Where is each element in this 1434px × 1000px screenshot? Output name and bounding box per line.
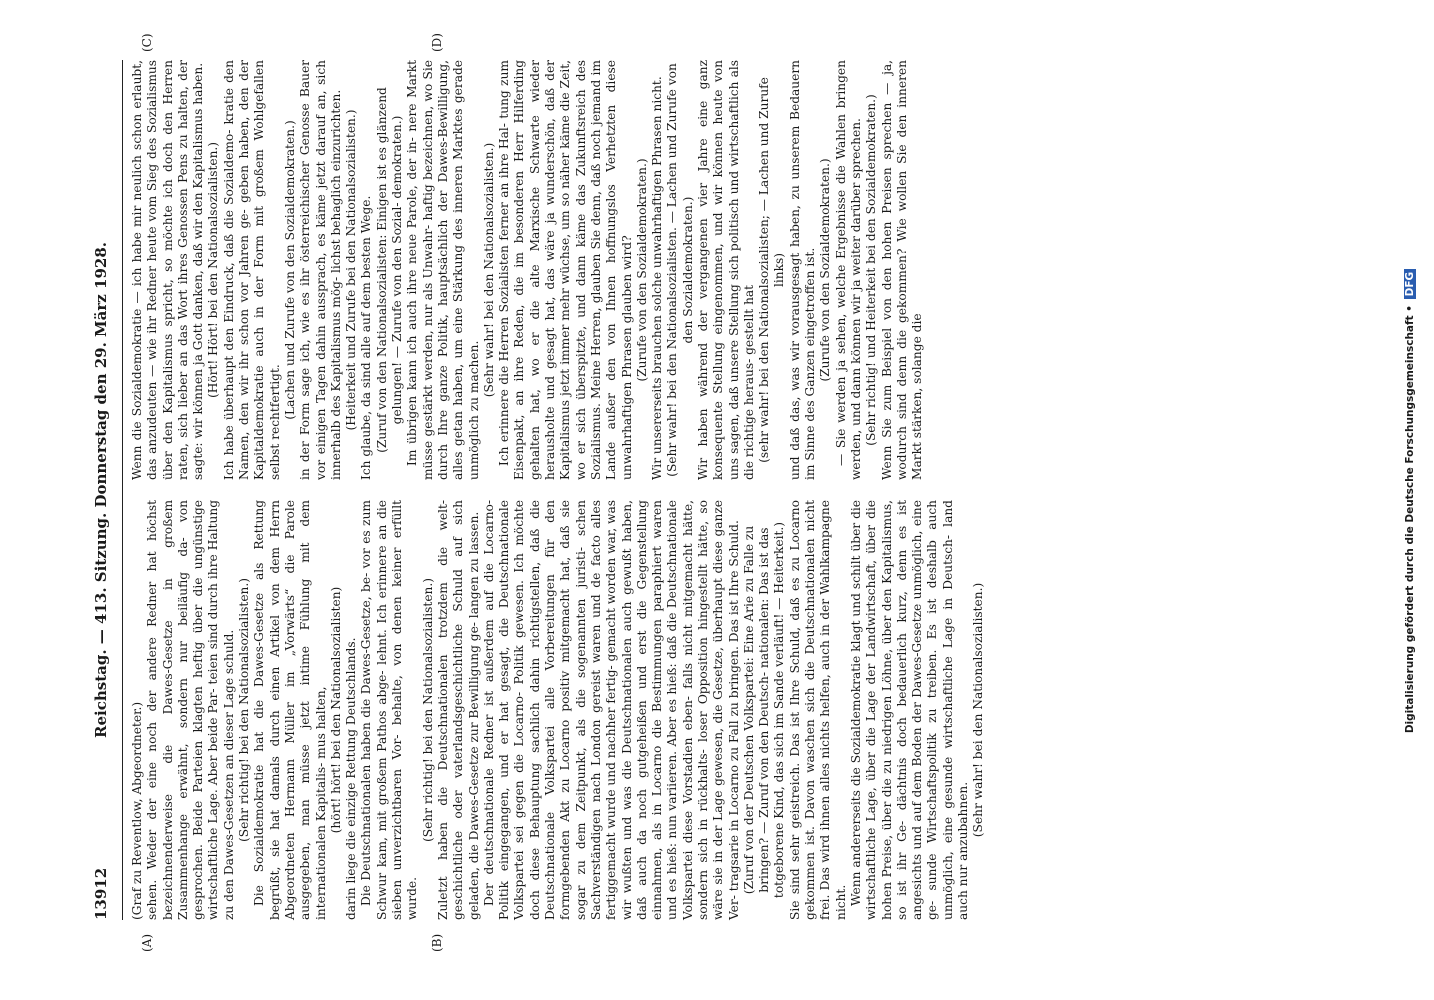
paragraph: (Sehr richtig! und Heiterkeit bei den Sozialdemokraten.) [864, 94, 879, 446]
paragraph: (Graf zu Reventlow, Abgeordneter.) [130, 701, 144, 920]
footer-text: Digitalisierung gefördert durch die Deutsche Forschungsgemeinschaft • [1404, 305, 1416, 734]
dfg-logo: DFG [1404, 269, 1416, 300]
margin-letter-c: (C) [140, 33, 154, 52]
left-column [130, 500, 986, 920]
paragraph: (Sehr richtig! bei den Nationalsozialisten.) [420, 577, 435, 843]
paragraph: (sehr wahr! bei den Nationalsozialisten; — Lachen und Zurufe links) [757, 77, 787, 463]
paragraph: — Sie werden ja sehen, welche Ergebnisse die Wahlen bringen werden, und dann können wir ja weiter darüber sprechen. [833, 60, 863, 480]
paragraph: Ich erinnere die Herren Sozialisten ferner an ihre Hal- tung zum Eisenpakt, an ihre Reden, die im besonderen Herr Hilferding gehalten hat, wo er die alte Marxische Schwarte wieder herausholte und gesagt hat, das wäre ja wunderschön, daß der Kapitalismus jetzt immer mehr wüchse, um so näher käme die Zeit, wo er sich überspitzte, und dann käme das Zukunftsreich des Sozialismus. Meine Herren, glauben Sie denn, daß noch jemand im Lande außer den von Ihnen hoffnungslos Verhetzten diese unwahrhaftigen Phrasen glauben wird? [497, 60, 634, 480]
footer [1404, 6, 1424, 996]
paragraph: (Zurufe von den Sozialdemokraten.) [634, 158, 649, 382]
paragraph: (Zurufe von den Sozialdemokraten.) [818, 158, 833, 382]
paragraph: (Sehr wahr! bei den Nationalsozialisten.) [971, 582, 986, 838]
paragraph: Ich glaube, da sind alle auf dem besten Wege. [359, 195, 374, 480]
page-number: 13912 [92, 867, 110, 920]
paragraph: Im übrigen kann ich auch ihre neue Parole, der in- nere Markt müsse gestärkt werden, nur als Unwahr- haftig bezeichnen, wo Sie durch Ihre ganze Politik, hauptsächlich der Dawes-Bewilligung, alles getan haben, um eine Stärkung des inneren Marktes gerade unmöglich zu machen. [405, 60, 481, 480]
paragraph: (Sehr wahr! bei den Nationalsozialisten. — Lachen und Zurufe von den Sozialdemokraten.) [665, 63, 695, 477]
paragraph: (hört! hört! bei den Nationalsozialisten) [328, 586, 343, 834]
page-header [90, 60, 118, 920]
paragraph: darin liege die einzige Rettung Deutschlands. [344, 637, 359, 920]
paragraph: Die Sozialdemokratie hat die Dawes-Gesetze als Rettung begrüßt, sie hat damals durch einen Artikel von dem Herrn Abgeordneten Hermann Müller im „Vorwärts“ die Parole ausgegeben, man müsse jetzt intime Fühlung mit dem internationalen Kapitalis- mus halten, [252, 500, 328, 920]
paragraph: Die Deutschnationalen haben die Dawes-Gesetze, be- vor es zum Schwur kam, mit großem Pathos abge- lehnt. Ich erinnere an die sieben unverzichtbaren Vor- behalte, von denen keiner erfüllt wurde. [359, 500, 420, 920]
paragraph: (Zuruf von der Deutschen Volkspartei: Eine Arie zu Falle zu bringen? — Zuruf von den Deutsch- nationalen: Das ist das totgeborene Kind, das sich im Sande verläuft! — Heiterkeit.) [741, 521, 787, 899]
header-rule [122, 60, 123, 920]
margin-letter-b: (B) [430, 933, 444, 952]
paragraph: in der Form sage ich, wie es ihr österreichischer Genosse Bauer vor einigen Tagen dahin aussprach, es käme jetzt darauf an, sich innerhalb des Kapitalismus mög- lichst behaglich einzurichten. [298, 60, 343, 480]
paragraph: (Hört! Hört! bei den Nationalsozialisten.) [206, 141, 221, 399]
margin-letter-d: (D) [430, 33, 444, 52]
paragraph: Wenn andererseits die Sozialdemokratie klagt und schilt über die wirtschaftliche Lage, über die Lage der Landwirtschaft, über die hohen Preise, über die zu niedrigen Löhne, über den Kapitalismus, so ist ihr Ge- dächtnis doch bedauerlich kurz, denn es ist angesichts und auf dem Boden der Dawes-Gesetze unmöglich, eine ge- sunde Wirtschaftspolitik zu treiben. Es ist deshalb auch unmöglich, eine gesunde wirtschaftliche Lage in Deutsch- land auch nur anzubahnen. [848, 500, 971, 920]
paragraph: Ich habe überhaupt den Eindruck, daß die Sozialdemo- kratie den Namen, den wir ihr schon vor Jahren ge- geben haben, den der Kapitaldemokratie auch in der Form mit großem Wohlgefallen selbst rechtfertigt. [221, 60, 282, 480]
right-column [130, 60, 925, 480]
paragraph: sehen. Weder der eine noch der andere Redner hat höchst bezeichnenderweise die Dawes-Gesetze in großem Zusammenhange erwähnt, sondern nur beiläufig da- von gesprochen. Beide Parteien klagten heftig über die ungünstige wirtschaftliche Lage. Aber beide Par- teien sind durch ihre Haltung zu den Dawes-Gesetzen an dieser Lage schuld. [145, 500, 236, 920]
header-title: Reichstag. — 413. Sitzung. Donnerstag den 29. März 1928. [92, 242, 110, 738]
paragraph: Wenn Sie zum Beispiel von den hohen Preisen sprechen — ja, wodurch sind denn die gekommen? Wie wollen Sie den inneren Markt stärken, solange die [879, 60, 925, 480]
paragraph: (Zuruf von den Nationalsozialisten: Einigen ist es glänzend gelungen! — Zurufe von den Sozial- demokraten.) [374, 87, 405, 453]
paragraph: (Heiterkeit und Zurufe bei den Nationalsozialisten.) [344, 109, 359, 431]
paragraph: Wenn die Sozialdemokratie — ich habe mir neulich schon erlaubt, das anzudeuten — wie ihr Redner heute vom Sieg des Sozialismus über den Kapitalismus spricht, so möchte ich doch den Herren raten, sich lieber an das Wort ihres Genossen Pens zu halten, der sagte: wir können ja Gott danken, daß wir den Kapitalismus haben. [130, 60, 206, 480]
paragraph: (Sehr wahr! bei den Nationalsozialisten.) [481, 142, 496, 398]
paragraph: Wir haben während der vergangenen vier Jahre eine ganz konsequente Stellung eingenommen, und wir können heute von uns sagen, daß unsere Stellung sich politisch und wirtschaftlich als die richtige heraus- gestellt hat [695, 60, 756, 480]
paragraph: Der deutschnationale Redner ist außerdem auf die Locarno-Politik eingegangen, und er hat gesagt, die Deutschnationale Volkspartei sei gegen die Locarno- Politik gewesen. Ich möchte doch diese Behauptung sachlich dahin richtigstellen, daß die Deutschnationale Volkspartei alle Vorbereitungen für den formgebenden Akt zu Locarno positiv mitgemacht hat, daß sie sogar zu dem Zeitpunkt, als die sogenannten juristi- schen Sachverständigen nach London gereist waren und de facto alles fertiggemacht wurde und nachher fertig- gemacht worden war, was wir wußten und was die Deutschnationalen auch gewußt haben, daß auch da noch gutgeheißen und erst die Gegenstellung einnahmen, als in Locarno die Bestimmungen paraphiert waren und es hieß: nun variieren. Aber es hieß: daß die Deutschnationale Volkspartei diese Vorstadien eben- falls nicht mitgemacht hätte, sondern sich in rückhalts- loser Opposition hingestellt hätte, so wäre sie in der Lage gewesen, die Gesetze, überhaupt diese ganze Ver- tragsarie in Locarno zu Fall zu bringen. Das ist Ihre Schuld. [481, 500, 741, 920]
paragraph: Sie sind sehr geistreich. Das ist Ihre Schuld, daß es zu Locarno gekommen ist. Davon waschen sich die Deutschnationalen nicht frei. Das wird ihnen alles nichts helfen, auch in der Wahlkampagne nicht. [787, 500, 848, 920]
margin-letter-a: (A) [140, 933, 154, 952]
paragraph: und daß das, was wir vorausgesagt haben, zu unserem Bedauern im Sinne des Ganzen eingetroffen ist. [787, 60, 818, 480]
paragraph: Zuletzt haben die Deutschnationalen trotzdem die welt- geschichtliche oder vaterlandsgeschichtliche Schuld auf sich geladen, die Dawes-Gesetze zur Bewilligung ge- langen zu lassen. [435, 500, 481, 920]
paragraph: (Sehr richtig! bei den Nationalsozialisten.) [237, 577, 252, 843]
paragraph: (Lachen und Zurufe von den Sozialdemokraten.) [282, 120, 297, 420]
paragraph: Wir unsererseits brauchen solche unwahrhaftigen Phrasen nicht. [650, 76, 665, 480]
